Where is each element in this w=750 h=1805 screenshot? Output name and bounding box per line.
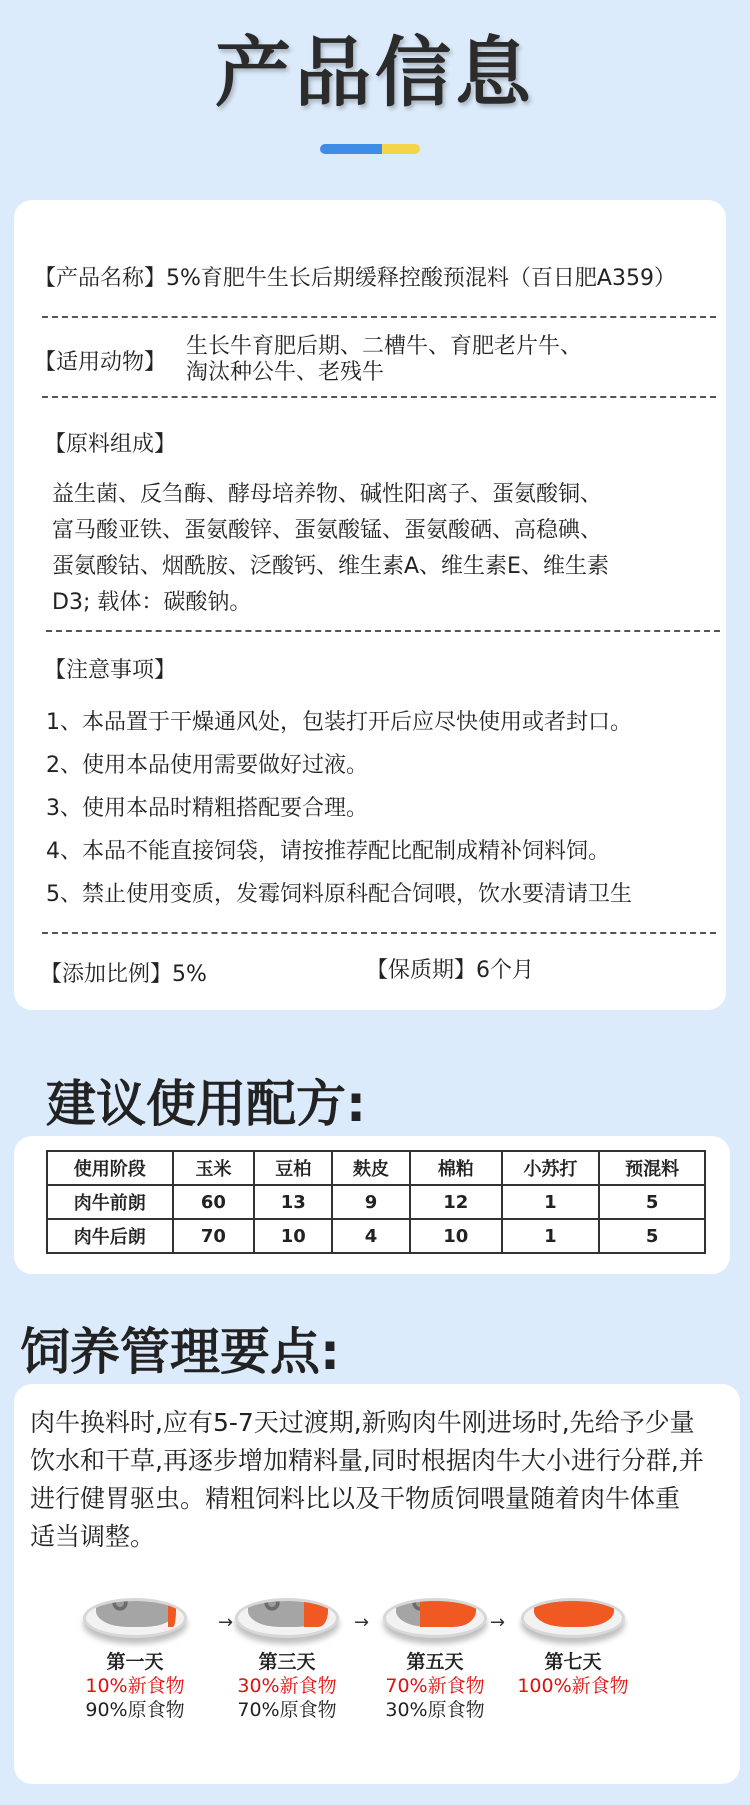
stage-day: 第一天 — [106, 1651, 164, 1673]
new-food-portion — [304, 1598, 328, 1627]
table-cell: 70 — [173, 1219, 255, 1253]
new-food-portion — [534, 1598, 614, 1627]
notes-label: 【注意事项】 — [44, 658, 177, 683]
food-bowl-icon — [83, 1598, 187, 1638]
stage-new-food: 100%新食物 — [517, 1675, 629, 1697]
table-cell: 12 — [410, 1185, 502, 1219]
food-pile — [396, 1598, 476, 1627]
ingredients-line: 富马酸亚铁、蛋氨酸锌、蛋氨酸锰、蛋氨酸硒、高稳碘、 — [52, 518, 603, 543]
table-row — [47, 1185, 705, 1219]
stage-old-food: 30%原食物 — [385, 1699, 485, 1721]
ingredients-line: 益生菌、反刍酶、酵母培养物、碱性阳离子、蛋氨酸铜、 — [52, 482, 603, 507]
table-header-cell: 预混料 — [599, 1151, 705, 1185]
stage-day: 第五天 — [406, 1651, 464, 1673]
food-bowl-icon — [235, 1598, 339, 1638]
shelf-life-label: 【保质期】 — [366, 958, 477, 983]
ratio-label: 【添加比例】 — [40, 962, 173, 987]
animal-line-1: 生长牛育肥后期、二槽牛、育肥老片牛、 — [186, 334, 583, 359]
food-bowl-icon — [521, 1598, 625, 1638]
product-name-label: 【产品名称】 — [34, 266, 167, 291]
table-header-cell: 豆柏 — [254, 1151, 332, 1185]
stage-new-food: 10%新食物 — [85, 1675, 185, 1697]
divider — [42, 396, 716, 398]
feeding-text-line: 饮水和干草,再逐步增加精料量,同时根据肉牛大小进行分群,并 — [30, 1446, 704, 1475]
animal-label: 【适用动物】 — [34, 350, 167, 375]
new-food-portion — [168, 1598, 176, 1627]
transition-stage — [60, 1598, 210, 1722]
table-cell: 13 — [254, 1185, 332, 1219]
transition-stage — [212, 1598, 362, 1722]
table-cell: 5 — [599, 1219, 705, 1253]
food-bowl-icon — [383, 1598, 487, 1638]
note-item: 4、本品不能直接饲袋，请按推荐配比配制成精补饲料饲。 — [46, 839, 610, 864]
table-row — [47, 1219, 705, 1253]
table-cell: 4 — [332, 1219, 410, 1253]
table-cell: 肉牛后朗 — [47, 1219, 173, 1253]
divider — [42, 316, 716, 318]
feeding-text-line: 肉牛换料时,应有5-7天过渡期,新购肉牛刚进场时,先给予少量 — [30, 1408, 695, 1437]
ingredients-label: 【原料组成】 — [44, 432, 177, 457]
stage-day: 第七天 — [544, 1651, 602, 1673]
note-item: 3、使用本品时精粗搭配要合理。 — [46, 796, 368, 821]
food-pile — [248, 1598, 328, 1627]
table-cell: 10 — [410, 1219, 502, 1253]
table-cell: 5 — [599, 1185, 705, 1219]
arrow-right-icon: → — [218, 1612, 234, 1633]
feeding-heading: 饲养管理要点: — [20, 1323, 340, 1381]
transition-stage — [498, 1598, 648, 1698]
stage-new-food: 70%新食物 — [385, 1675, 485, 1697]
note-item: 2、使用本品使用需要做好过液。 — [46, 753, 368, 778]
table-header-cell: 玉米 — [173, 1151, 255, 1185]
page-title: 产品信息 — [215, 28, 535, 117]
title-underline — [320, 144, 420, 154]
shelf-life-value: 6个月 — [476, 958, 535, 983]
stage-day: 第三天 — [258, 1651, 316, 1673]
table-header-cell: 棉粕 — [410, 1151, 502, 1185]
table-cell: 1 — [502, 1185, 600, 1219]
table-header-cell: 麸皮 — [332, 1151, 410, 1185]
shelf-life-row — [366, 956, 534, 986]
formula-table — [46, 1150, 706, 1254]
table-cell: 60 — [173, 1185, 255, 1219]
animal-line-2: 淘汰种公牛、老残牛 — [186, 360, 385, 385]
ratio-value: 5% — [172, 962, 207, 987]
product-name-row — [34, 264, 676, 294]
feeding-text-line: 进行健胃驱虫。精粗饲料比以及干物质饲喂量随着肉牛体重 — [30, 1484, 681, 1513]
new-food-portion — [420, 1598, 476, 1627]
underline-yellow — [382, 144, 420, 154]
stage-old-food: 90%原食物 — [85, 1699, 185, 1721]
ingredients-line: D3; 载体：碳酸钠。 — [52, 590, 252, 615]
ingredients-line: 蛋氨酸钴、烟酰胺、泛酸钙、维生素A、维生素E、维生素 — [52, 554, 609, 579]
food-pile — [534, 1598, 614, 1627]
ratio-row — [40, 960, 207, 990]
food-pile — [96, 1598, 176, 1627]
note-item: 5、禁止使用变质，发霉饲料原科配合饲喂，饮水要清请卫生 — [46, 882, 632, 907]
underline-blue — [320, 144, 382, 154]
table-cell: 肉牛前朗 — [47, 1185, 173, 1219]
feeding-text-line: 适当调整。 — [30, 1522, 156, 1551]
note-item: 1、本品置于干燥通风处，包装打开后应尽快使用或者封口。 — [46, 710, 632, 735]
table-header-cell: 使用阶段 — [47, 1151, 173, 1185]
transition-stage — [360, 1598, 510, 1722]
arrow-right-icon: → — [354, 1612, 370, 1633]
table-header-cell: 小苏打 — [502, 1151, 600, 1185]
formula-heading: 建议使用配方: — [46, 1075, 366, 1133]
divider — [46, 630, 720, 632]
stage-new-food: 30%新食物 — [237, 1675, 337, 1697]
product-name-value: 5%育肥牛生长后期缓释控酸预混料（百日肥A359） — [166, 266, 676, 291]
table-cell: 9 — [332, 1185, 410, 1219]
stage-old-food: 70%原食物 — [237, 1699, 337, 1721]
table-cell: 1 — [502, 1219, 600, 1253]
feeding-text — [30, 1404, 736, 1556]
table-header-row — [47, 1151, 705, 1185]
arrow-right-icon: → — [490, 1612, 506, 1633]
table-cell: 10 — [254, 1219, 332, 1253]
divider — [42, 932, 716, 934]
